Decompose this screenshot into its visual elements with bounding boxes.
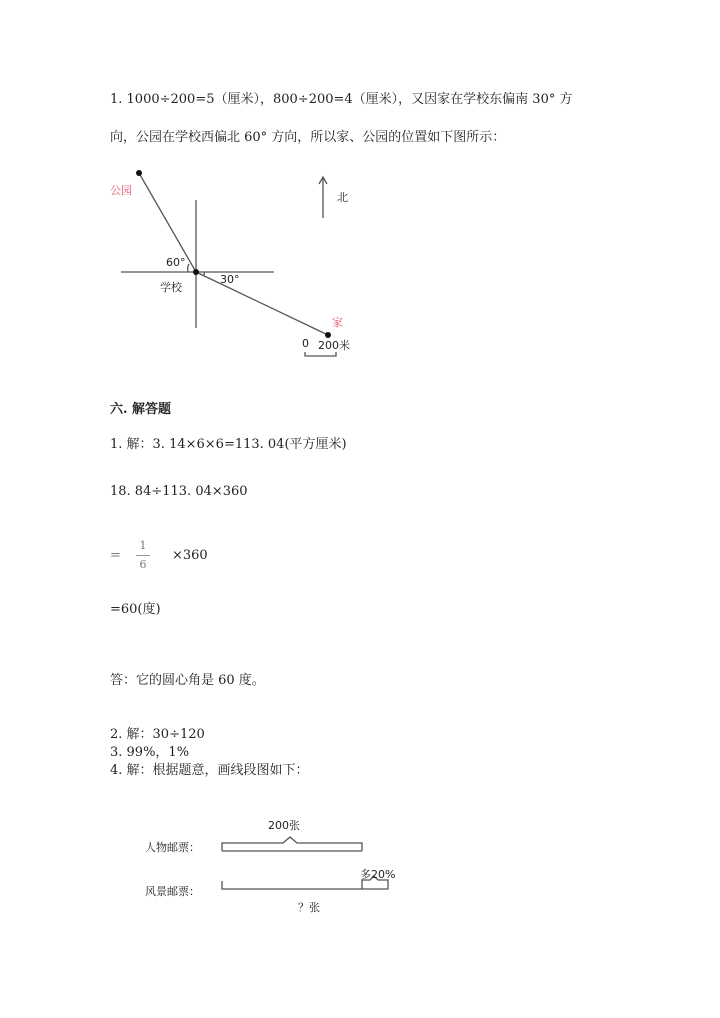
q3-line: 3. 99%，1% [110,745,190,760]
person-stamps-label: 人物邮票： [145,841,200,854]
fraction-denominator: 6 [139,558,147,571]
extra-percent-label: 多20% [360,868,396,881]
fraction-bar [136,555,150,556]
q1-line4: =60(度) [110,602,161,617]
q1-line1: 1. 解：3. 14×6×6=113. 04(平方厘米) [110,437,347,452]
landscape-stamps-label: 风景邮票： [145,885,200,898]
scale-zero: 0 [302,337,309,350]
q2-line: 2. 解：30÷120 [110,727,205,742]
q1-times: ×360 [172,548,208,563]
answer-line-1: 1. 1000÷200=5（厘米），800÷200=4（厘米），又因家在学校东偏南 30° 方 [110,92,573,107]
fraction-numerator: 1 [139,539,147,552]
scale-label: 200米 [318,339,350,352]
park-label: 公园 [110,184,132,197]
person-stamps-bar [222,837,362,851]
answer-line-2: 向，公园在学校西偏北 60° 方向，所以家、公园的位置如下图所示： [110,130,506,145]
park-dot [136,170,142,176]
q1-answer: 答：它的圆心角是 60 度。 [110,673,265,688]
q4-line: 4. 解：根据题意，画线段图如下： [110,763,309,778]
home-label: 家 [332,316,343,329]
school-label: 学校 [160,281,182,294]
school-dot [193,269,199,275]
north-label: 北 [337,191,348,204]
landscape-stamps-bar [222,881,362,889]
section-title: 六. 解答题 [110,402,172,417]
q1-line2: 18. 84÷113. 04×360 [110,484,248,499]
home-line [196,272,328,335]
landscape-stamps-value: ？张 [298,901,320,914]
person-stamps-value: 200张 [268,819,300,832]
q1-equals: = [110,548,121,563]
angle-30-label: 30° [220,273,240,286]
angle-60-label: 60° [166,256,186,269]
